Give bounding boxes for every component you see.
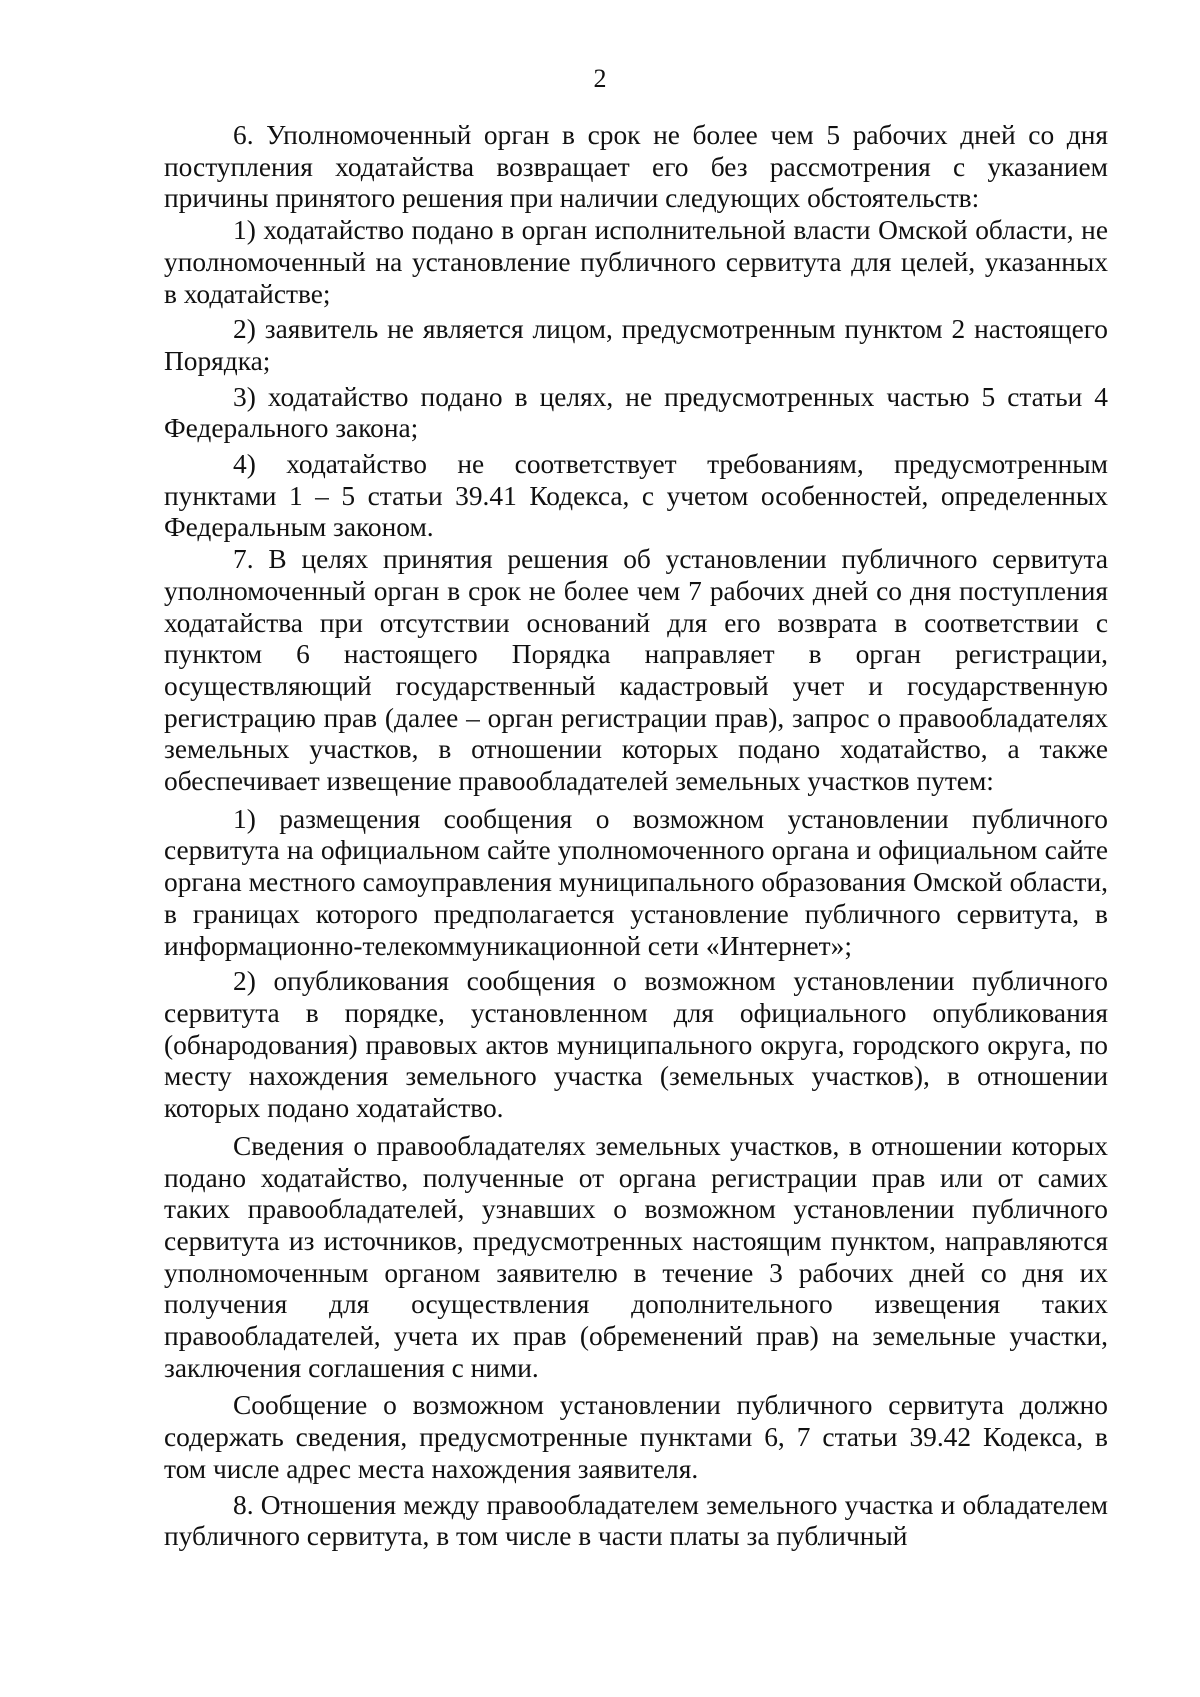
subitem-7-1: 1) размещения сообщения о возможном установлении публичного сервитута на официальном сайте уполномоченного органа и официальном сайте органа местного самоуправления муниципального образования Омской области, в границах которого предполагается установление публичного сервитута, в информационно-телекоммуникационной сети «Интернет»; (164, 803, 1108, 961)
paragraph-item-6: 6. Уполномоченный орган в срок не более чем 5 рабочих дней со дня поступления ходатайства возвращает его без рассмотрения с указанием причины принятого решения при наличии следующих обстоятельств: (164, 120, 1108, 214)
page-number: 2 (593, 64, 607, 93)
subitem-6-4: 4) ходатайство не соответствует требованиям, предусмотренным пунктами 1 – 5 статьи 39.41 Кодекса, с учетом особенностей, определенных Федеральным законом. (164, 449, 1108, 543)
subitem-6-3: 3) ходатайство подано в целях, не предусмотренных частью 5 статьи 4 Федерального закона; (164, 381, 1108, 444)
subitem-6-1: 1) ходатайство подано в орган исполнительной власти Омской области, не уполномоченный на установление публичного сервитута для целей, указанных в ходатайстве; (164, 215, 1108, 309)
document-body (164, 120, 1108, 1553)
subitem-6-2: 2) заявитель не является лицом, предусмотренным пунктом 2 настоящего Порядка; (164, 314, 1108, 376)
paragraph-rights-holders-info: Сведения о правообладателях земельных участков, в отношении которых подано ходатайство, полученные от органа регистрации прав или от самих таких правообладателей, узнавших о возможном установлении публичного сервитута из источников, предусмотренных настоящим пунктом, направляются уполномоченным органом заявителю в течение 3 рабочих дней со дня их получения для осуществления дополнительного извещения таких правообладателей, учета их прав (обременений прав) на земельные участки, заключения соглашения с ними. (164, 1130, 1108, 1383)
paragraph-item-8: 8. Отношения между правообладателем земельного участка и обладателем публичного сервитута, в том числе в части платы за публичный (164, 1489, 1108, 1552)
subitem-7-2: 2) опубликования сообщения о возможном установлении публичного сервитута в порядке, установленном для официального опубликования (обнародования) правовых актов муниципального округа, городского округа, по месту нахождения земельного участка (земельных участков), в отношении которых подано ходатайство. (164, 966, 1108, 1124)
paragraph-notice-content: Сообщение о возможном установлении публичного сервитута должно содержать сведения, предусмотренные пунктами 6, 7 статьи 39.42 Кодекса, в том числе адрес места нахождения заявителя. (164, 1390, 1108, 1484)
paragraph-item-7: 7. В целях принятия решения об установлении публичного сервитута уполномоченный орган в срок не более чем 7 рабочих дней со дня поступления ходатайства при отсутствии оснований для его возврата в соответствии с пунктом 6 настоящего Порядка направляет в орган регистрации, осуществляющий государственный кадастровый учет и государственную регистрацию прав (далее – орган регистрации прав), запрос о правообладателях земельных участков, в отношении которых подано ходатайство, а также обеспечивает извещение правообладателей земельных участков путем: (164, 544, 1108, 797)
